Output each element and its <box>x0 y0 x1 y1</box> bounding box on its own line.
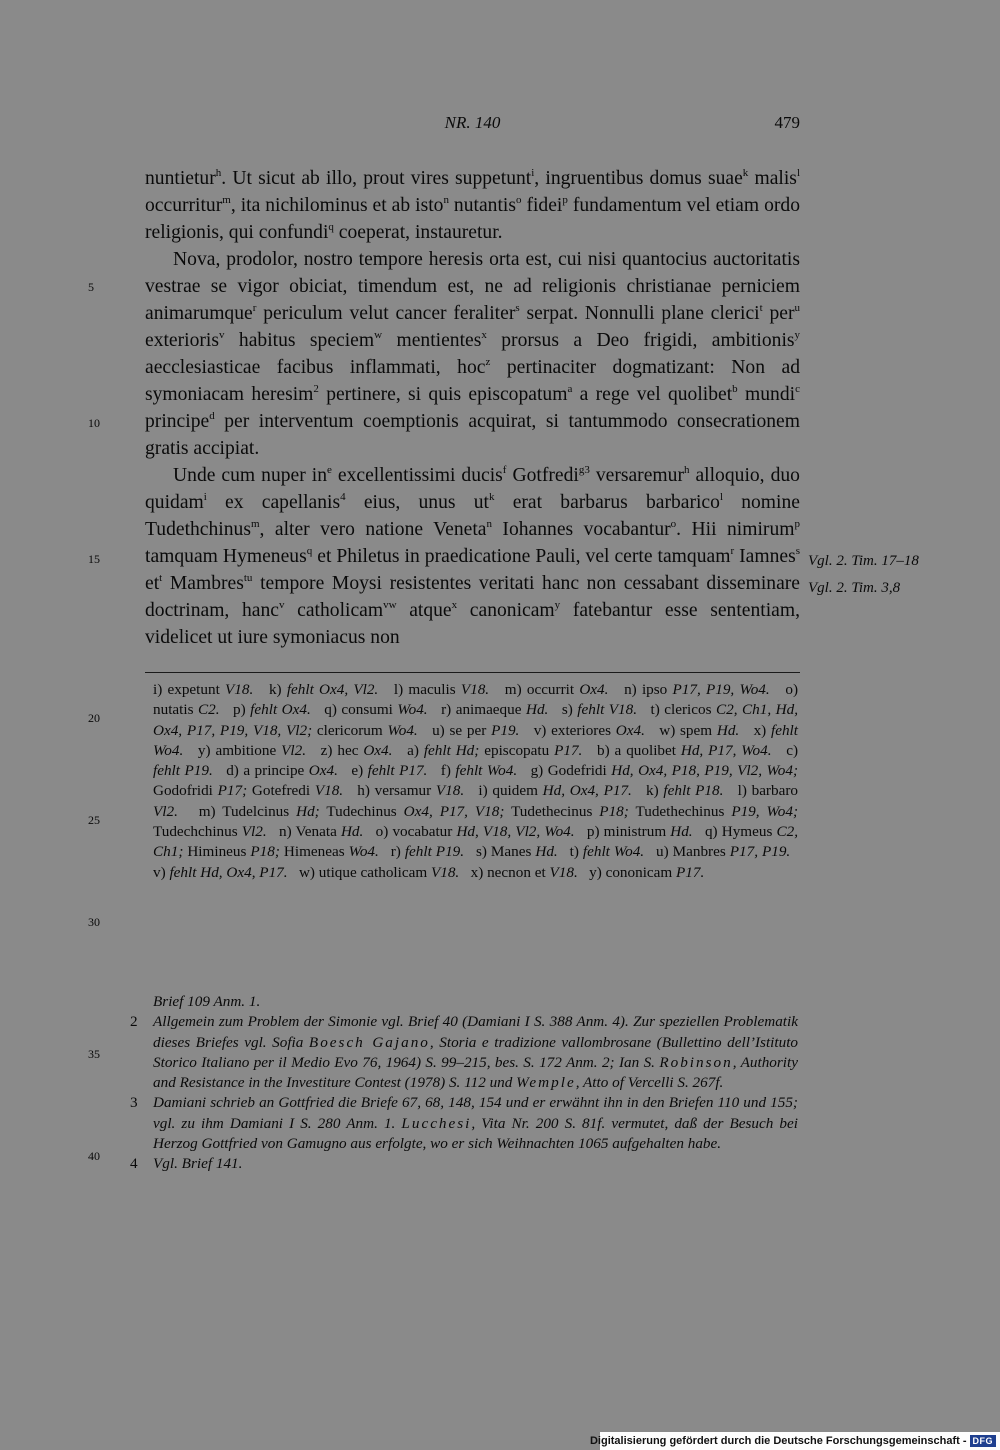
critical-apparatus: i) expetunt V18. k) fehlt Ox4, Vl2. l) maculis V18. m) occurrit Ox4. n) ipso P17, P19, Wo4. o) nutatis C2. p) fehlt Ox4. q) consumi Wo4. r) animaeque Hd. s) fehlt V18. t) clericos C2, Ch1, Hd, Ox4, P17, P19, V18, Vl2; clericorum Wo4. u) se per P19. v) exteriores Ox4. w) spem Hd. x) fehlt Wo4. y) ambitione Vl2. z) hec Ox4. a) fehlt Hd; episcopatu P17. b) a quolibet Hd, P17, Wo4. c) fehlt P19. d) a principe Ox4. e) fehlt P17. f) fehlt Wo4. g) Godefridi Hd, Ox4, P18, P19, Vl2, Wo4; Godofridi P17; Gotefredi V18. h) versamur V18. i) quidem Hd, Ox4, P17. k) fehlt P18. l) barbaro Vl2. m) Tudelcinus Hd; Tudechinus Ox4, P17, V18; Tudethecinus P18; Tudethechinus P19, Wo4; Tudechchinus Vl2. n) Venata Hd. o) vocabatur Hd, V18, Vl2, Wo4. p) ministrum Hd. q) Hymeus C2, Ch1; Himineus P18; Himeneas Wo4. r) fehlt P19. s) Manes Hd. t) fehlt Wo4. u) Manbres P17, P19. v) fehlt Hd, Ox4, P17. w) utique catholicam V18. x) necnon et V18. y) cononicam P17. <box>153 681 799 881</box>
commentary-notes <box>130 992 798 1175</box>
line-number: 30 <box>88 915 100 929</box>
line-number: 20 <box>88 711 100 725</box>
line-number: 10 <box>88 416 100 430</box>
line-number: 5 <box>88 280 94 294</box>
note: Brief 109 Anm. 1. <box>153 993 261 1010</box>
note: 2 Allgemein zum Problem der Simonie vgl. Brief 40 (Damiani I S. 388 Anm. 4). Zur speziellen Problematik dieses Briefes vgl. Sofia Boesch Gajano, Storia e tradizione vallombrosane (Bullettino dell’Istituto Storico Italiano per il Medio Evo 76, 1964) S. 99–215, bes. S. 172 Anm. 2; Ian S. Robinson, Authority and Resistance in the Investiture Contest (1978) S. 112 und Wemple, Atto of Vercelli S. 267f. <box>130 1013 799 1092</box>
line-number: 15 <box>88 552 100 566</box>
digitization-footer <box>589 1432 1000 1450</box>
page-header <box>145 113 800 139</box>
footer-text: Digitalisierung gefördert durch die Deutsche Forschungsgemeinschaft - <box>589 1435 967 1447</box>
running-head: NR. 140 <box>444 113 501 132</box>
main-text <box>145 165 800 651</box>
line-number: 40 <box>88 1149 100 1163</box>
line-number: 25 <box>88 813 100 827</box>
paragraph: Nova, prodolor, nostro tempore heresis orta est, cui nisi quantocius auctoritatis vestrae se vigor obiciat, timendum est, ne ad religionis christianae perniciem animarumque$^r$ periculum velut cancer feraliter$^s$ serpat. Nonnulli plane clerici$^t$ per$^u$ exterioris$^v$ habitus speciem$^w$ mentientes$^x$ prorsus a Deo frigidi, ambitionis$^y$ aecclesiasticae facibus inflammati, hoc$^z$ pertinaciter dogmatizant: Non ad symoniacam heresim$^2$ pertinere, si quis episcopatum$^a$ a rege vel quolibet$^b$ mundi$^c$ principe$^d$ per interventum coemptionis acquirat, si tantummodo consecrationem gratis accipiat. <box>145 249 801 459</box>
paragraph: nuntietur$^h$. Ut sicut ab illo, prout vires suppetunt$^i$, ingruentibus domus suae$^k$ malis$^l$ occurritur$^m$, ita nichilominus et ab isto$^n$ nutantis$^o$ fidei$^p$ fundamentum vel etiam ordo religionis, qui confundi$^q$ coeperat, instauretur. <box>145 167 800 243</box>
footnote-rule <box>145 672 800 673</box>
note: 3 Damiani schrieb an Gottfried die Briefe 67, 68, 148, 154 und er erwähnt ihn in den Briefen 110 und 155; vgl. zu ihm Damiani I S. 280 Anm. 1. Lucchesi, Vita Nr. 200 S. 81f. vermutet, daß der Besuch bei Herzog Gottfried von Gamugno aus erfolgte, wo er sich Weihnachten 1065 aufgehalten habe. <box>130 1094 798 1153</box>
dfg-logo-icon: DFG <box>970 1435 997 1447</box>
margin-reference: Vgl. 2. Tim. 17–18 <box>808 553 919 569</box>
page-number: 479 <box>774 113 800 132</box>
paragraph: Unde cum nuper $in^e$ excellentissimi ducis$^f$ Gotfredi$^{g3}$ versaremur$^h$ alloquio, duo quidam$^i$ ex capellanis$^4$ eius, unus $ut^k$ erat barbarus barbarico$^l$ nomine Tudethchinus$^m$, alter vero natione Veneta$^n$ Iohannes vocabantur$^o$. Hii nimirum$^p$ tamquam Hymeneus$^q$ et Philetus in praedicatione Pauli, vel certe tamquam$^r$ Iamnes$^s$ $et^t$ Mambres$^{tu}$ tempore Moysi resistentes veritati hanc non cessabant disseminare doctrinam, hanc$^v$ catholicam$^{vw}$ atque$^x$ canonicam$^y$ fatebantur esse sententiam, videlicet ut iure symoniacus non <box>145 464 800 648</box>
line-number: 35 <box>88 1047 100 1061</box>
note: 4 Vgl. Brief 141. <box>130 1155 243 1173</box>
margin-reference: Vgl. 2. Tim. 3,8 <box>808 580 901 596</box>
